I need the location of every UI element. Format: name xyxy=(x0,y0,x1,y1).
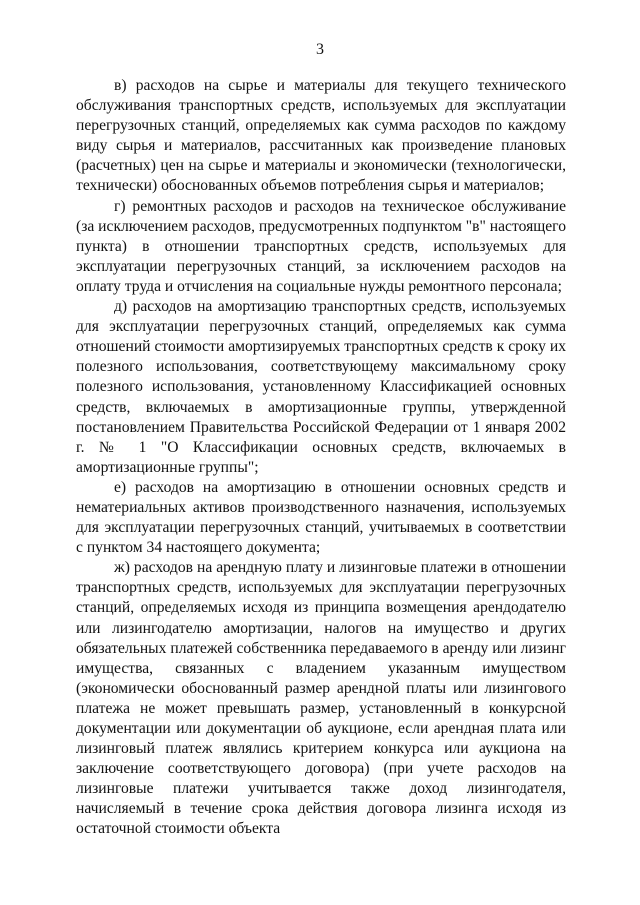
paragraph-zh: ж) расходов на арендную плату и лизинговые платежи в отношении транспортных средств, используемых для эксплуатации перегрузочных станций, определяемых исходя из принципа возмещения арендодателю или лизингодателю амортизации, налогов на имущество и других обязательных платежей собственника передаваемого в аренду или лизинг имущества, связанных с владением указанным имуществом (экономически обоснованный размер арендной платы или лизингового платежа не может превышать размер, установленный в конкурсной документации или документации об аукционе, если арендная плата или лизинговый платеж являлись критерием конкурса или аукциона на заключение соответствующего договора) (при учете расходов на лизинговые платежи учитывается также доход лизингодателя, начисляемый в течение срока действия договора лизинга исходя из остаточной стоимости объекта xyxy=(76,559,566,838)
paragraph-d: д) расходов на амортизацию транспортных средств, используемых для эксплуатации перегрузочных станций, определяемых как сумма отношений стоимости амортизируемых транспортных средств к сроку их полезного использования, соответствующему максимальному сроку полезного использования, установленному Классификацией основных средств, включаемых в амортизационные группы, утвержденной постановлением Правительства Российской Федерации от 1 января 2002 г. № 1 "О Классификации основных средств, включаемых в амортизационные группы"; xyxy=(76,298,566,476)
document-body xyxy=(76,76,566,840)
paragraph-v: в) расходов на сырье и материалы для текущего технического обслуживания транспортных средств, используемых для эксплуатации перегрузочных станций, определяемых как сумма расходов по каждому виду сырья и материалов, рассчитанных как произведение плановых (расчетных) цен на сырье и материалы и экономически (технологически, технически) обоснованных объемов потребления сырья и материалов; xyxy=(76,77,566,195)
paragraph-g: г) ремонтных расходов и расходов на техническое обслуживание (за исключением расходов, предусмотренных подпунктом "в" настоящего пункта) в отношении транспортных средств, используемых для эксплуатации перегрузочных станций, за исключением расходов на оплату труда и отчисления на социальные нужды ремонтного персонала; xyxy=(76,197,566,295)
page-number: 3 xyxy=(316,41,324,58)
paragraph-e: е) расходов на амортизацию в отношении основных средств и нематериальных активов производственного назначения, используемых для эксплуатации перегрузочных станций, учитываемых в соответствии с пунктом 34 настоящего документа; xyxy=(76,478,566,557)
